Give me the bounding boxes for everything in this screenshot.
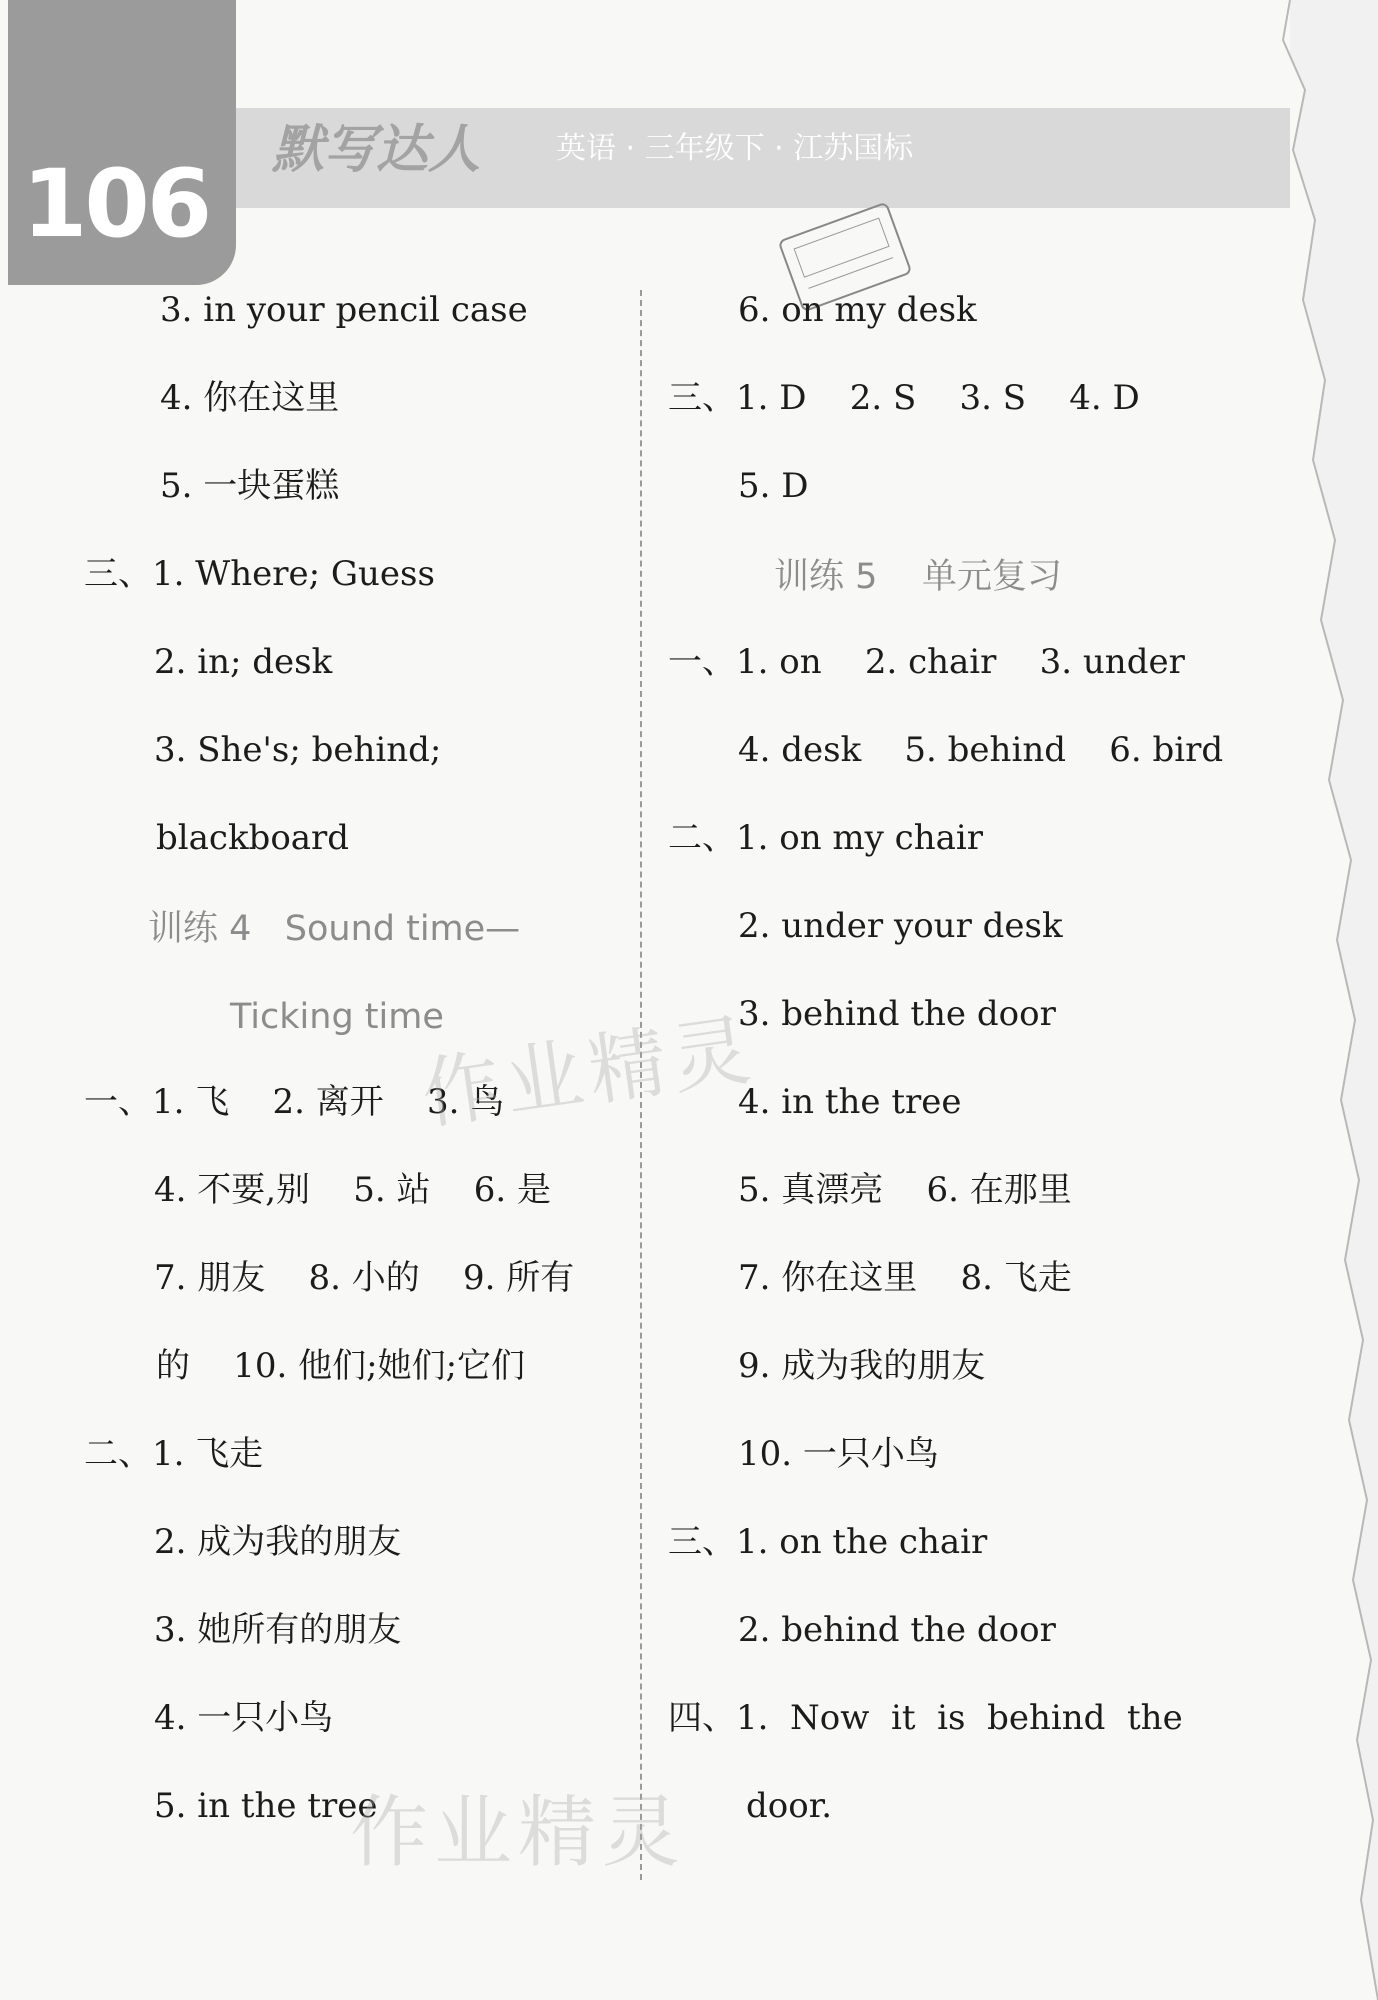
section-title: Ticking time [230,997,444,1037]
answer-line: 4. 你在这里 [160,378,340,418]
subject-label: 英语 · 三年级下 · 江苏国标 [556,131,914,166]
answer-line: 10. 一只小鸟 [738,1434,939,1474]
answer-line: 四、1. Now it is behind the [668,1698,1183,1738]
watermark: 作业精灵 [350,1788,687,1878]
answer-line: 2. behind the door [738,1610,1056,1650]
section-title: 训练 4 Sound time— [148,909,521,949]
answer-line: 5. 一块蛋糕 [160,466,340,506]
answer-line: 二、1. 飞走 [84,1434,264,1474]
answer-line: 一、1. on 2. chair 3. under [668,642,1185,682]
answer-line: 三、1. D 2. S 3. S 4. D [668,378,1140,418]
answer-line: 4. 一只小鸟 [154,1698,334,1738]
torn-paper-edge [1255,0,1378,2000]
answer-line: 2. in; desk [154,642,333,682]
answer-line: 4. 不要,别 5. 站 6. 是 [154,1170,552,1210]
answer-line: 7. 朋友 8. 小的 9. 所有 [154,1258,575,1298]
answer-line: 的 10. 他们;她们;它们 [156,1346,526,1386]
answer-line: 5. in the tree [154,1786,378,1826]
brand-title: 默写达人 [272,120,481,180]
answer-line: 5. 真漂亮 6. 在那里 [738,1170,1072,1210]
answer-line: 三、1. Where; Guess [84,554,435,594]
answer-line: 6. on my desk [738,290,977,330]
answer-line: 7. 你在这里 8. 飞走 [738,1258,1072,1298]
answer-line: 3. She's; behind; [154,730,442,770]
section-title: 训练 5 单元复习 [774,557,1062,597]
watermark: 作业精灵 [416,1004,762,1141]
answer-line: 二、1. on my chair [668,818,984,858]
answer-line: 4. in the tree [738,1082,962,1122]
page-number: 106 [22,150,210,259]
answer-line: 9. 成为我的朋友 [738,1346,986,1386]
answer-line: 5. D [738,466,809,506]
answer-line: 3. in your pencil case [160,290,528,330]
answer-line: 4. desk 5. behind 6. bird [738,730,1224,770]
answer-line: blackboard [156,818,350,858]
answer-line: 三、1. on the chair [668,1522,988,1562]
answer-line: 2. 成为我的朋友 [154,1522,402,1562]
answer-line: 3. 她所有的朋友 [154,1610,402,1650]
answer-line: door. [746,1786,833,1826]
answer-line: 3. behind the door [738,994,1056,1034]
answer-line: 一、1. 飞 2. 离开 3. 鸟 [84,1082,505,1122]
answer-line: 2. under your desk [738,906,1063,946]
